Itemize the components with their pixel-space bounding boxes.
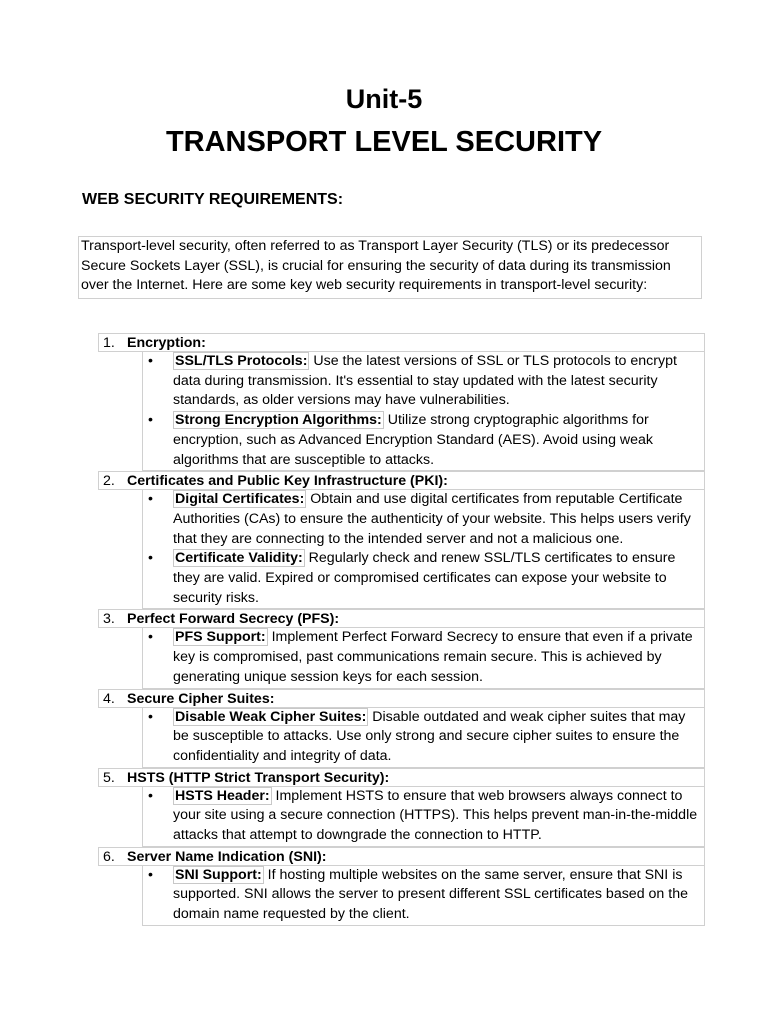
list-item xyxy=(98,847,705,926)
item-heading: Server Name Indication (SNI): xyxy=(127,848,327,865)
item-number: 5. xyxy=(103,769,115,786)
bullet-text: Disable outdated and weak cipher suites that may be susceptible to attacks. Use only strong and secure cipher suites to ensure the confidentiality and integrity of data. xyxy=(173,708,686,764)
bullet-icon: • xyxy=(148,491,153,508)
bullet-label: Strong Encryption Algorithms: xyxy=(175,412,382,429)
bullet-text: Regularly check and renew SSL/TLS certificates to ensure they are valid. Expired or compromised certificates can expose your website to security risks. xyxy=(173,550,676,606)
bullet-text: Implement HSTS to ensure that web browsers always connect to your site using a secure connection (HTTPS). This helps prevent man-in-the-middle attacks that attempt to downgrade the connection to HTTP. xyxy=(173,787,698,844)
list-item xyxy=(98,609,705,688)
item-number: 6. xyxy=(103,848,115,865)
bullet-label: SSL/TLS Protocols: xyxy=(175,353,308,369)
item-heading: Secure Cipher Suites: xyxy=(127,690,275,707)
bullet-item xyxy=(143,549,704,608)
bullet-icon: • xyxy=(148,353,153,369)
bullet-item xyxy=(143,866,704,925)
bullet-text: Use the latest versions of SSL or TLS protocols to encrypt data during transmission. It's essential to stay updated with the latest security standards, as older versions may have vulnerabilities. xyxy=(173,353,677,409)
bullet-text: Implement Perfect Forward Secrecy to ensure that even if a private key is compromised, past communications remain secure. This is achieved by generating unique session keys for each session. xyxy=(173,629,693,685)
list-item xyxy=(98,689,705,768)
list-item xyxy=(98,768,705,847)
bullet-item xyxy=(143,708,704,767)
list-item xyxy=(98,471,705,609)
bullet-text: Utilize strong cryptographic algorithms for encryption, such as Advanced Encryption Standard (AES). Avoid using weak algorithms that are susceptible to attacks. xyxy=(173,412,654,468)
bullet-label: Certificate Validity: xyxy=(175,550,303,567)
bullet-label: Digital Certificates: xyxy=(175,491,305,508)
intro-paragraph: Transport-level security, often referred to as Transport Layer Security (TLS) or its predecessor Secure Sockets Layer (SSL), is crucial for ensuring the security of data during its transmission over the Internet. Here are some key web security requirements in transport-level security: xyxy=(78,236,702,299)
page-title: TRANSPORT LEVEL SECURITY xyxy=(165,126,603,158)
bullet-text: Obtain and use digital certificates from reputable Certificate Authorities (CAs) to ensure the authenticity of your website. This helps users verify that they are connecting to the intended server and not a malicious one. xyxy=(173,491,691,547)
item-number: 3. xyxy=(103,611,115,628)
item-heading: HSTS (HTTP Strict Transport Security): xyxy=(127,769,390,786)
item-number: 1. xyxy=(103,335,115,351)
bullet-icon: • xyxy=(148,550,153,567)
bullet-item xyxy=(143,490,704,549)
bullet-item xyxy=(143,352,704,411)
bullet-label: PFS Support: xyxy=(175,629,266,646)
item-heading: Certificates and Public Key Infrastructure (PKI): xyxy=(127,473,448,490)
bullet-icon: • xyxy=(148,866,153,883)
list-item xyxy=(98,333,705,471)
bullet-icon: • xyxy=(148,787,153,804)
section-heading: WEB SECURITY REQUIREMENTS: xyxy=(82,191,344,208)
bullet-icon: • xyxy=(148,412,153,429)
bullet-label: Disable Weak Cipher Suites: xyxy=(175,708,367,725)
bullet-icon: • xyxy=(148,708,153,725)
requirements-list xyxy=(98,333,705,926)
bullet-label: HSTS Header: xyxy=(175,787,270,804)
unit-title: Unit-5 xyxy=(345,84,423,114)
bullet-item xyxy=(143,787,704,846)
item-heading: Encryption: xyxy=(127,335,206,351)
bullet-item xyxy=(143,411,704,470)
bullet-item xyxy=(143,628,704,687)
item-number: 4. xyxy=(103,690,115,707)
bullet-text: If hosting multiple websites on the same server, ensure that SNI is supported. SNI allows the server to present different SSL certificates based on the domain name requested by the client. xyxy=(173,866,688,923)
item-number: 2. xyxy=(103,473,115,490)
bullet-label: SNI Support: xyxy=(175,866,262,883)
bullet-icon: • xyxy=(148,629,153,646)
item-heading: Perfect Forward Secrecy (PFS): xyxy=(127,611,340,628)
